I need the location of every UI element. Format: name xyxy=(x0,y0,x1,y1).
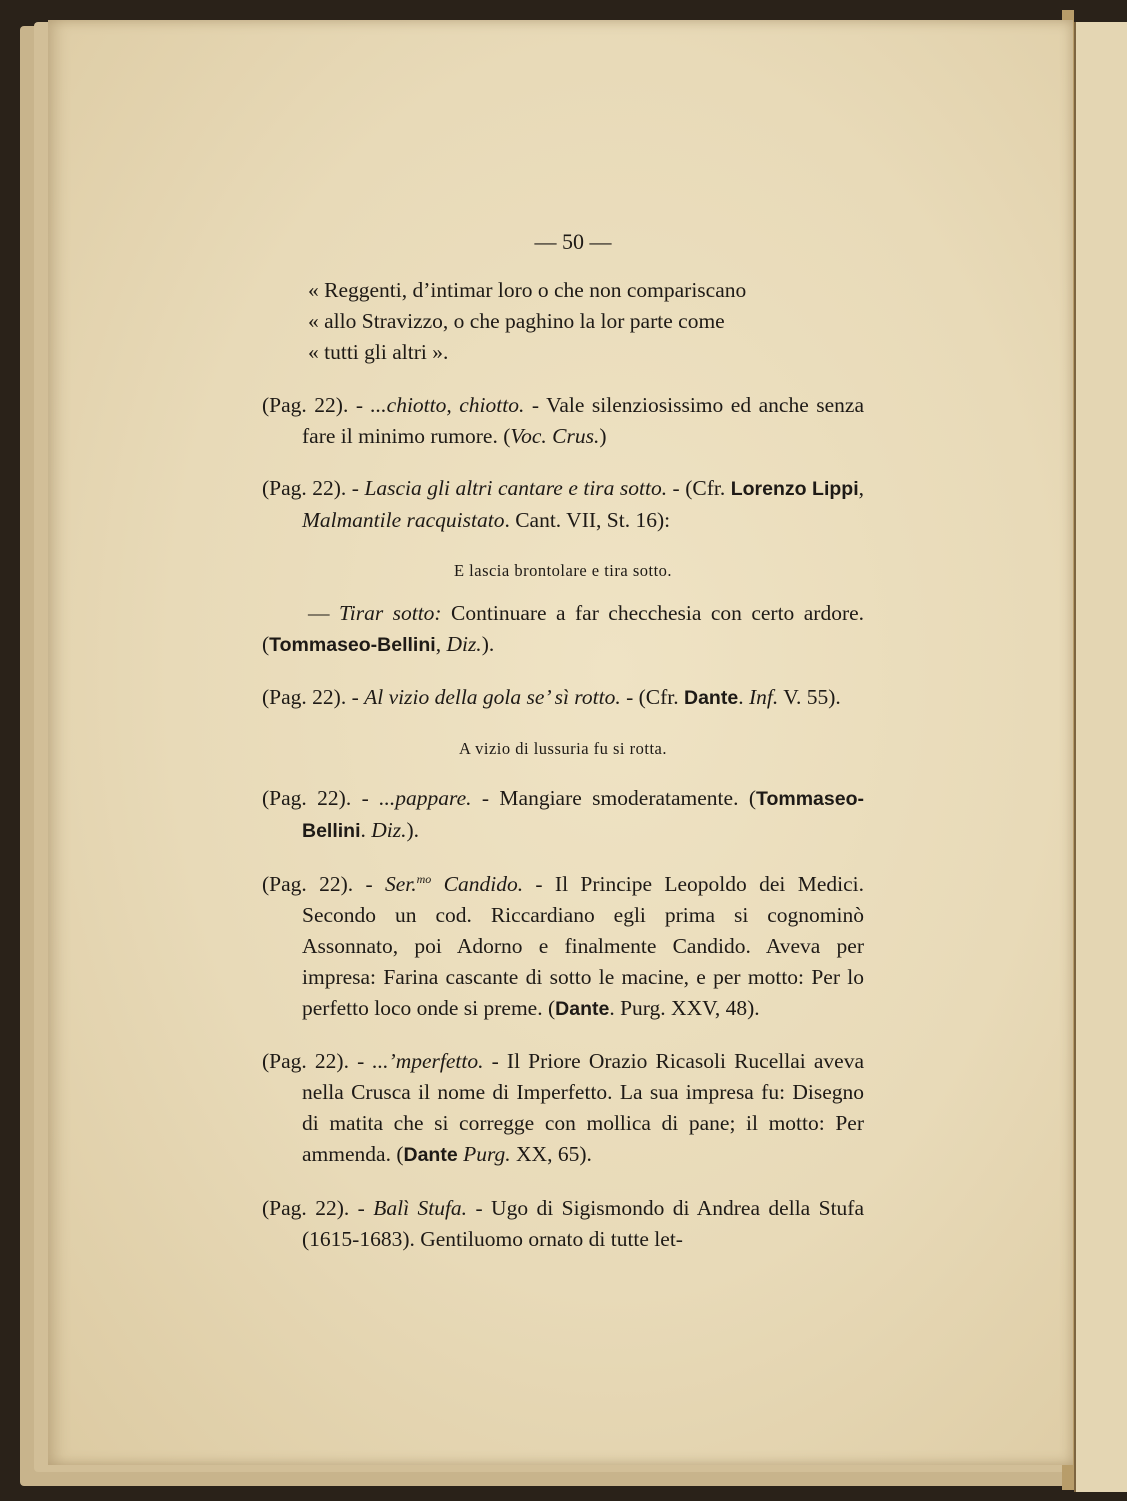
page-text xyxy=(262,226,864,1276)
note-close: ). xyxy=(406,818,420,842)
note-entry xyxy=(262,783,864,847)
quote-line: « allo Stravizzo, o che paghino la lor parte come xyxy=(308,309,725,333)
note-body: - Il Principe Leopoldo dei Medici. Secondo un cod. Riccardiano egli prima si cognominò Assonnato, poi Adorno e finalmente Candido. Aveva per impresa: Farina cascante di sotto le macine, e per motto: Per lo perfetto loco onde si preme. ( xyxy=(302,871,864,1020)
note-entry xyxy=(262,1193,864,1255)
quote-line: « tutti gli altri ». xyxy=(308,340,449,364)
note-close: XX, 65). xyxy=(510,1142,592,1166)
note-ref: (Pag. 22). - xyxy=(262,685,365,709)
verse-citation: A vizio di lussuria fu si rotta. xyxy=(458,738,668,758)
note-ref: (Pag. 22). - xyxy=(262,1049,373,1073)
note-ref: (Pag. 22). - xyxy=(262,392,371,417)
note-body: - (Cfr. xyxy=(620,685,684,709)
facing-page-edge xyxy=(1074,22,1127,1492)
note-term-superscript: mo xyxy=(416,871,432,886)
note-ref: (Pag. 22). - xyxy=(262,786,380,810)
note-ref: (Pag. 22). - xyxy=(262,476,365,500)
note-term xyxy=(385,872,523,896)
note-term: ...chiotto, chiotto. xyxy=(370,392,525,417)
note-term: ...pappare. xyxy=(379,786,472,810)
note-term-part: Ser. xyxy=(384,871,417,896)
note-term-part: Candido. xyxy=(431,871,524,896)
note-author: Tommaseo-Bellini xyxy=(269,633,436,656)
note-term: Lascia gli altri cantare e tira sotto. xyxy=(364,476,668,500)
note-entry xyxy=(262,390,864,452)
note-close: ) xyxy=(599,423,607,448)
note-author: Dante xyxy=(555,997,610,1020)
note-work: Inf. xyxy=(748,685,779,709)
verse-citation: E lascia brontolare e tira sotto. xyxy=(453,560,673,580)
note-sep: . xyxy=(738,685,749,709)
note-entry xyxy=(262,473,864,536)
note-term: ...’mperfetto. xyxy=(372,1049,484,1073)
note-entry xyxy=(262,598,864,661)
note-ref: (Pag. 22). - xyxy=(262,871,385,896)
note-close: V. 55). xyxy=(778,685,841,709)
note-work: Diz. xyxy=(371,818,407,842)
note-author: Tommaseo-Bellini xyxy=(302,788,864,842)
note-sep: , xyxy=(435,631,447,656)
note-author: Dante xyxy=(684,687,739,709)
note-term: Al vizio della gola se’ sì rotto. xyxy=(364,685,621,709)
note-body: Continuare a far checchesia con certo ardore. ( xyxy=(262,600,865,656)
note-sep: , xyxy=(858,476,865,500)
note-dash: — xyxy=(308,600,339,625)
note-term: Balì Stufa. xyxy=(373,1195,468,1220)
note-body: - Mangiare smoderatamente. ( xyxy=(471,786,756,810)
note-sep: . xyxy=(360,818,372,842)
note-body: - (Cfr. xyxy=(667,476,731,500)
quotation-block xyxy=(262,275,864,368)
note-body: Vale silenziosissimo ed anche senza fare il minimo rumore. ( xyxy=(302,392,864,448)
note-body: - Il Priore Orazio Ricasoli Rucellai aveva nella Crusca il nome di Imperfetto. La sua impresa fu: Disegno di matita che si corregge con mollica di pane; il motto: Per ammenda. ( xyxy=(302,1049,865,1166)
note-term: Tirar sotto: xyxy=(338,600,442,625)
note-work: Malmantile racquistato xyxy=(302,508,505,532)
note-close: ). xyxy=(481,631,495,656)
note-work: Purg. xyxy=(463,1142,511,1166)
note-author: Lorenzo Lippi xyxy=(730,478,859,500)
page-number: — 50 — xyxy=(534,229,612,254)
note-ref: (Pag. 22). - xyxy=(262,1195,374,1220)
note-sep: - xyxy=(524,392,547,417)
note-author: Dante xyxy=(403,1144,458,1166)
note-body: - Ugo di Sigismondo di Andrea della Stufa (1615-1683). Gentiluomo ornato di tutte let- xyxy=(302,1195,865,1251)
quote-line: « Reggenti, d’intimar loro o che non compariscano xyxy=(308,278,747,302)
note-entry xyxy=(262,1046,864,1171)
note-source: Voc. Crus. xyxy=(510,423,600,448)
note-work: Diz. xyxy=(446,631,482,656)
note-close: . Purg. XXV, 48). xyxy=(609,995,760,1020)
note-close: . Cant. VII, St. 16): xyxy=(504,508,671,532)
note-entry xyxy=(262,869,864,1025)
note-entry xyxy=(262,682,864,714)
